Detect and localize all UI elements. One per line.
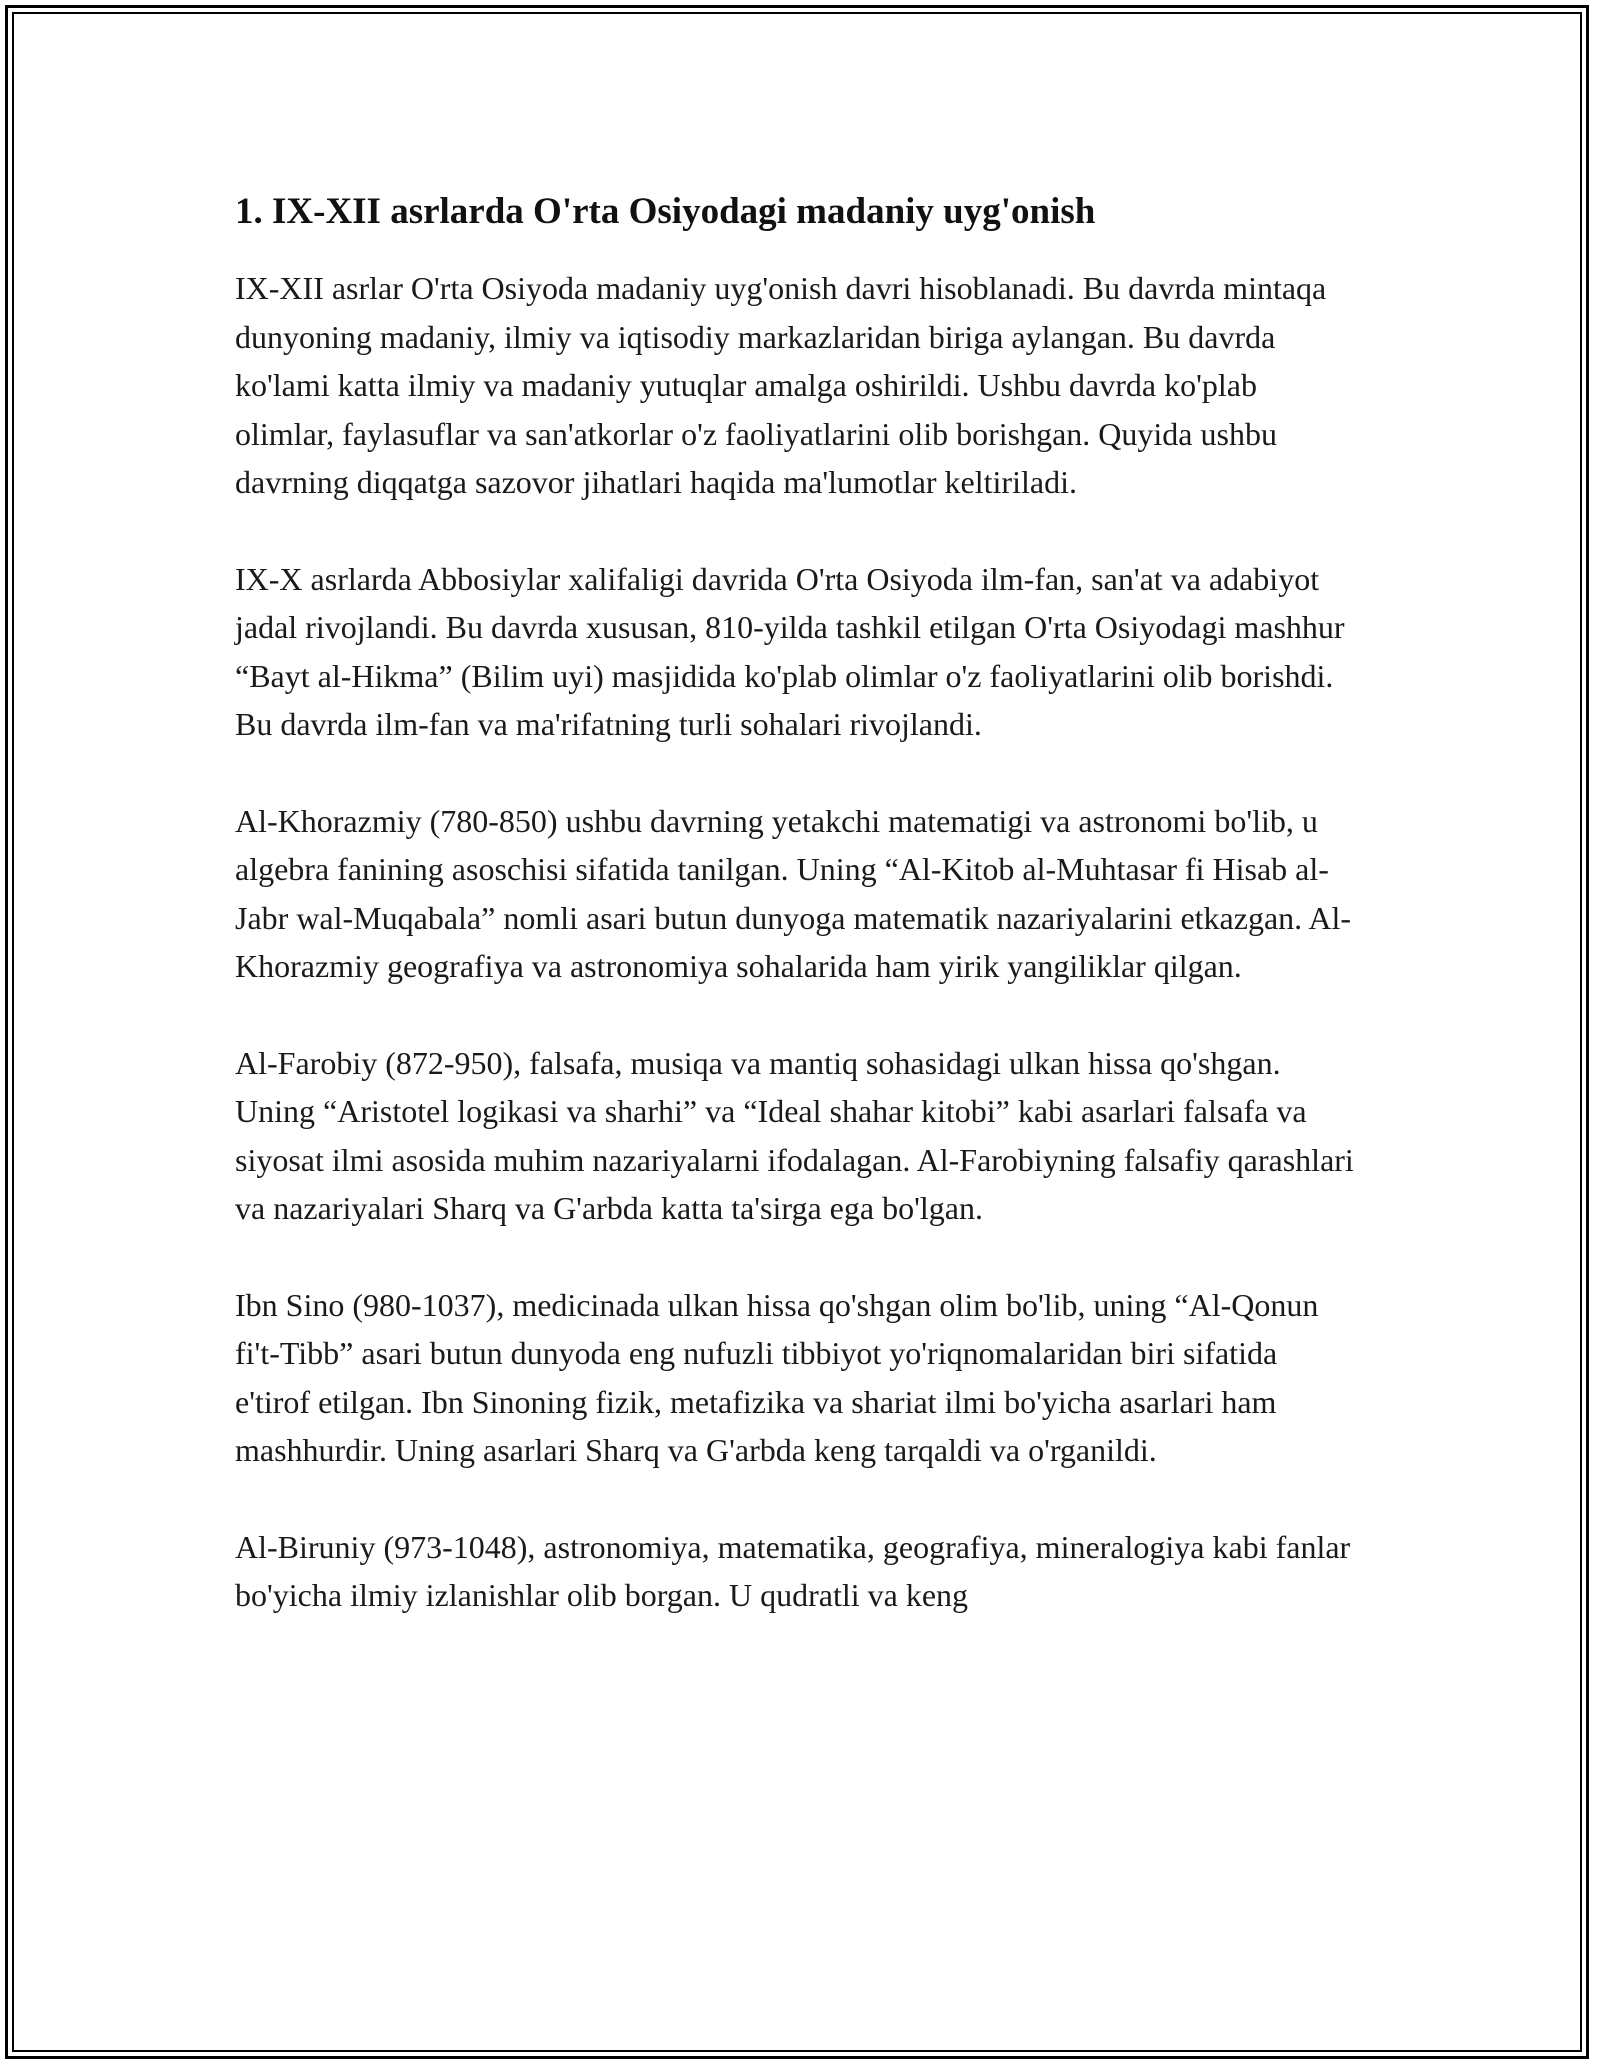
paragraph-al-biruniy: Al-Biruniy (973-1048), astronomiya, matematika, geografiya, mineralogiya kabi fanlar bo'yicha ilmiy izlanishlar olib borgan. U qudratli va keng bbox=[235, 1528, 1351, 1613]
paragraph-al-farobiy: Al-Farobiy (872-950), falsafa, musiqa va mantiq sohasidagi ulkan hissa qo'shgan. Uning “Aristotel logikasi va sharhi” va “Ideal shahar kitobi” kabi asarlari falsafa va siyosat ilmi asosida muhim nazariyalarni ifodalagan. Al-Farobiyning falsafiy qarashlari va nazariyalari Sharq va G'arbda katta ta'sirga ega bo'lgan. bbox=[235, 1044, 1354, 1226]
paragraph-ibn-sino: Ibn Sino (980-1037), medicinada ulkan hissa qo'shgan olim bo'lib, uning “Al-Qonun fi't-Tibb” asari butun dunyoda eng nufuzli tibbiyot yo'riqnomalaridan biri sifatida e'tirof etilgan. Ibn Sinoning fizik, metafizika va shariat ilmi bo'yicha asarlari ham mashhurdir. Uning asarlari Sharq va G'arbda keng tarqaldi va o'rganildi. bbox=[235, 1286, 1319, 1468]
paragraph-intro: IX-XII asrlar O'rta Osiyoda madaniy uyg'onish davri hisoblanadi. Bu davrda mintaqa dunyoning madaniy, ilmiy va iqtisodiy markazlaridan biriga aylangan. Bu davrda ko'lami katta ilmiy va madaniy yutuqlar amalga oshirildi. Ushbu davrda ko'plab olimlar, faylasuflar va san'atkorlar o'z faoliyatlarini olib borishgan. Quyida ushbu davrning diqqatga sazovor jihatlari haqida ma'lumotlar keltiriladi. bbox=[235, 270, 1327, 500]
paragraph-abbasid: IX-X asrlarda Abbosiylar xalifaligi davrida O'rta Osiyoda ilm-fan, san'at va adabiyot jadal rivojlandi. Bu davrda xususan, 810-yilda tashkil etilgan O'rta Osiyodagi mashhur “Bayt al-Hikma” (Bilim uyi) masjidida ko'plab olimlar o'z faoliyatlarini olib borishdi. Bu davrda ilm-fan va ma'rifatning turli sohalari rivojlandi. bbox=[235, 560, 1345, 742]
document-body bbox=[235, 186, 1360, 1668]
paragraph-al-khorazmiy: Al-Khorazmiy (780-850) ushbu davrning yetakchi matematigi va astronomi bo'lib, u algebra fanining asoschisi sifatida tanilgan. Uning “Al-Kitob al-Muhtasar fi Hisab al-Jabr wal-Muqabala” nomli asari butun dunyoga matematik nazariyalarini etkazgan. Al-Khorazmiy geografiya va astronomiya sohalarida ham yirik yangiliklar qilgan. bbox=[235, 802, 1352, 984]
section-heading: 1. IX-XII asrlarda O'rta Osiyodagi madaniy uyg'onish bbox=[235, 191, 1096, 232]
